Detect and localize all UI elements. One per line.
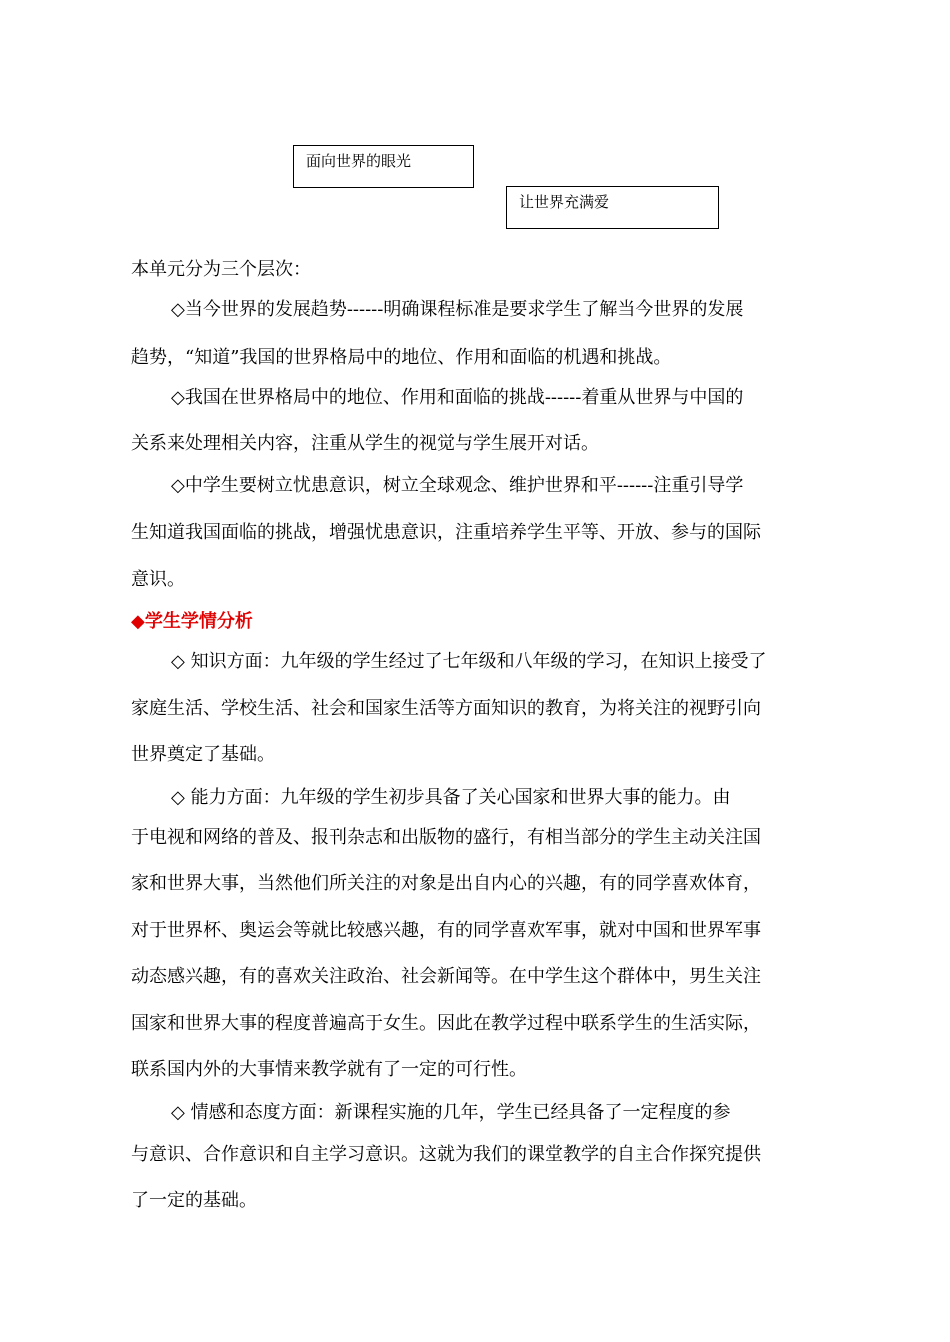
- paragraph-line: 与意识、合作意识和自主学习意识。这就为我们的课堂教学的自主合作探究提供: [131, 1144, 761, 1165]
- paragraph-line: ◇我国在世界格局中的地位、作用和面临的挑战------着重从世界与中国的: [171, 387, 744, 408]
- paragraph-line: 意识。: [131, 569, 185, 590]
- paragraph-line: 生知道我国面临的挑战，增强忧患意识，注重培养学生平等、开放、参与的国际: [131, 522, 761, 543]
- paragraph-line: 趋势，“知道”我国的世界格局中的地位、作用和面临的机遇和挑战。: [131, 347, 672, 368]
- paragraph-line: ◇当今世界的发展趋势------明确课程标准是要求学生了解当今世界的发展: [171, 299, 744, 320]
- paragraph-line: 了一定的基础。: [131, 1190, 257, 1211]
- paragraph-line: ◇ 知识方面：九年级的学生经过了七年级和八年级的学习，在知识上接受了: [171, 651, 767, 672]
- paragraph-line: ◇中学生要树立忧患意识，树立全球观念、维护世界和平------注重引导学: [171, 475, 744, 496]
- paragraph-line: 家和世界大事，当然他们所关注的对象是出自内心的兴趣，有的同学喜欢体育，: [131, 873, 761, 894]
- section-heading: ◆学生学情分析: [131, 611, 253, 632]
- paragraph-line: 世界奠定了基础。: [131, 744, 275, 765]
- paragraph-line: 动态感兴趣，有的喜欢关注政治、社会新闻等。在中学生这个群体中，男生关注: [131, 966, 761, 987]
- diagram-box-love-world: [506, 186, 719, 229]
- paragraph-line: 国家和世界大事的程度普遍高于女生。因此在教学过程中联系学生的生活实际，: [131, 1013, 761, 1034]
- paragraph-line: 关系来处理相关内容，注重从学生的视觉与学生展开对话。: [131, 433, 599, 454]
- diagram-box-label: 让世界充满爱: [519, 193, 610, 211]
- paragraph-line: ◇ 情感和态度方面：新课程实施的几年，学生已经具备了一定程度的参: [171, 1102, 731, 1123]
- paragraph-line: 家庭生活、学校生活、社会和国家生活等方面知识的教育，为将关注的视野引向: [131, 698, 761, 719]
- paragraph-line: 对于世界杯、奥运会等就比较感兴趣，有的同学喜欢军事，就对中国和世界军事: [131, 920, 761, 941]
- diagram-box-label: 面向世界的眼光: [306, 152, 412, 170]
- paragraph-line: ◇ 能力方面：九年级的学生初步具备了关心国家和世界大事的能力。由: [171, 787, 731, 808]
- paragraph-line: 于电视和网络的普及、报刊杂志和出版物的盛行，有相当部分的学生主动关注国: [131, 827, 761, 848]
- diagram-box-global-vision: [293, 145, 474, 188]
- paragraph-line: 联系国内外的大事情来教学就有了一定的可行性。: [131, 1059, 527, 1080]
- paragraph-line: 本单元分为三个层次：: [131, 259, 311, 280]
